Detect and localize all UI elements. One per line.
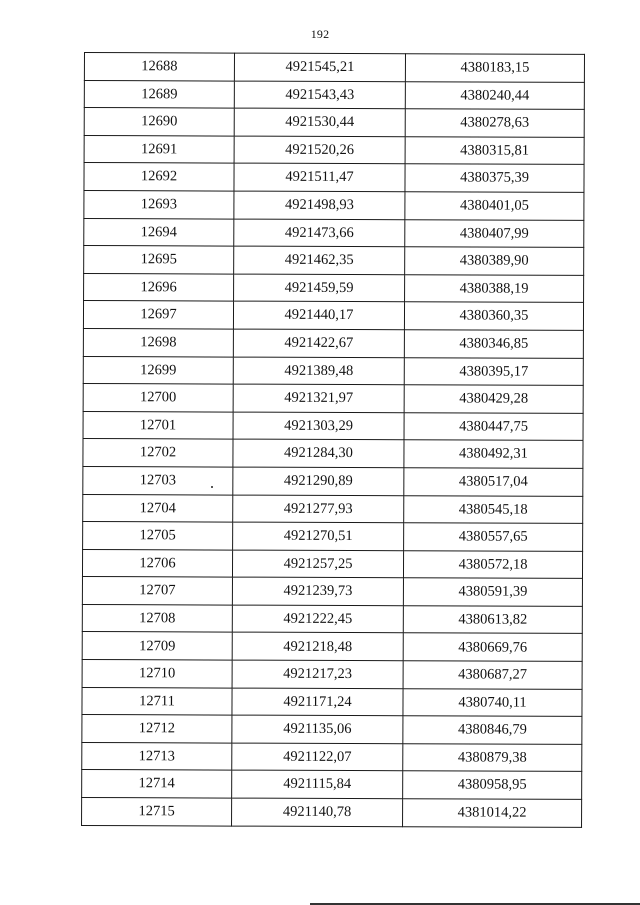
point-number-cell: 12697 xyxy=(83,301,233,329)
table-row xyxy=(83,356,583,386)
x-coordinate-cell: 4921239,73 xyxy=(232,577,403,605)
y-coordinate-cell: 4380846,79 xyxy=(403,716,582,744)
point-number-cell: 12708 xyxy=(82,604,232,632)
x-coordinate-cell: 4921543,43 xyxy=(234,81,405,109)
point-number-cell: 12698 xyxy=(83,328,233,356)
x-coordinate-cell: 4921115,84 xyxy=(232,771,403,799)
point-number-cell: 12699 xyxy=(83,356,233,384)
x-coordinate-cell: 4921217,23 xyxy=(232,660,403,688)
coordinates-table-wrapper xyxy=(81,52,584,828)
point-number-cell: 12700 xyxy=(83,384,233,412)
y-coordinate-cell: 4380740,11 xyxy=(403,688,582,716)
point-number-cell: 12692 xyxy=(84,163,234,191)
coordinates-table xyxy=(81,52,585,828)
y-coordinate-cell: 4380591,39 xyxy=(403,578,582,606)
table-row xyxy=(83,466,583,496)
y-coordinate-cell: 4380240,44 xyxy=(405,81,584,109)
y-coordinate-cell: 4380389,90 xyxy=(405,247,584,275)
y-coordinate-cell: 4380613,82 xyxy=(403,606,582,634)
x-coordinate-cell: 4921511,47 xyxy=(234,163,405,191)
table-row xyxy=(82,798,582,828)
x-coordinate-cell: 4921140,78 xyxy=(232,798,403,826)
point-number-cell: 12715 xyxy=(82,798,232,826)
point-number-cell: 12706 xyxy=(82,549,232,577)
table-row xyxy=(84,108,584,138)
table-row xyxy=(82,632,582,662)
x-coordinate-cell: 4921520,26 xyxy=(234,136,405,164)
y-coordinate-cell: 4380407,99 xyxy=(405,219,584,247)
y-coordinate-cell: 4380572,18 xyxy=(403,550,582,578)
scan-speck xyxy=(211,486,213,488)
table-row xyxy=(83,494,583,524)
y-coordinate-cell: 4380429,28 xyxy=(404,385,583,413)
table-row xyxy=(84,246,584,276)
y-coordinate-cell: 4380447,75 xyxy=(404,412,583,440)
table-row xyxy=(83,384,583,414)
x-coordinate-cell: 4921277,93 xyxy=(233,495,404,523)
table-row xyxy=(84,273,584,303)
y-coordinate-cell: 4380879,38 xyxy=(403,744,582,772)
y-coordinate-cell: 4380395,17 xyxy=(404,357,583,385)
point-number-cell: 12702 xyxy=(83,439,233,467)
table-row xyxy=(84,218,584,248)
y-coordinate-cell: 4380669,76 xyxy=(403,633,582,661)
table-row xyxy=(82,577,582,607)
x-coordinate-cell: 4921270,51 xyxy=(233,522,404,550)
coordinates-table-body xyxy=(82,53,585,828)
point-number-cell: 12711 xyxy=(82,687,232,715)
x-coordinate-cell: 4921135,06 xyxy=(232,715,403,743)
point-number-cell: 12701 xyxy=(83,411,233,439)
y-coordinate-cell: 4380388,19 xyxy=(405,274,584,302)
point-number-cell: 12713 xyxy=(82,742,232,770)
point-number-cell: 12690 xyxy=(84,108,234,136)
x-coordinate-cell: 4921257,25 xyxy=(232,550,403,578)
table-row xyxy=(82,604,582,634)
y-coordinate-cell: 4380492,31 xyxy=(404,440,583,468)
point-number-cell: 12707 xyxy=(82,577,232,605)
x-coordinate-cell: 4921303,29 xyxy=(233,412,404,440)
y-coordinate-cell: 4380958,95 xyxy=(403,771,582,799)
x-coordinate-cell: 4921389,48 xyxy=(233,357,404,385)
x-coordinate-cell: 4921422,67 xyxy=(233,329,404,357)
x-coordinate-cell: 4921218,48 xyxy=(232,633,403,661)
table-row xyxy=(82,742,582,772)
point-number-cell: 12714 xyxy=(82,770,232,798)
table-row xyxy=(84,190,584,220)
x-coordinate-cell: 4921440,17 xyxy=(233,301,404,329)
y-coordinate-cell: 4380545,18 xyxy=(404,495,583,523)
y-coordinate-cell: 4381014,22 xyxy=(403,799,582,827)
table-row xyxy=(84,53,584,83)
y-coordinate-cell: 4380360,35 xyxy=(404,302,583,330)
table-row xyxy=(83,411,583,441)
point-number-cell: 12705 xyxy=(83,522,233,550)
x-coordinate-cell: 4921498,93 xyxy=(234,191,405,219)
point-number-cell: 12691 xyxy=(84,135,234,163)
table-row xyxy=(82,660,582,690)
table-row xyxy=(82,715,582,745)
y-coordinate-cell: 4380278,63 xyxy=(405,109,584,137)
y-coordinate-cell: 4380687,27 xyxy=(403,661,582,689)
y-coordinate-cell: 4380375,39 xyxy=(405,164,584,192)
table-row xyxy=(82,687,582,717)
point-number-cell: 12696 xyxy=(84,273,234,301)
point-number-cell: 12703 xyxy=(83,466,233,494)
y-coordinate-cell: 4380183,15 xyxy=(405,54,584,82)
table-row xyxy=(82,549,582,579)
point-number-cell: 12688 xyxy=(84,53,234,81)
table-row xyxy=(83,328,583,358)
page-number: 192 xyxy=(310,27,330,41)
x-coordinate-cell: 4921545,21 xyxy=(234,53,405,81)
table-row xyxy=(82,770,582,800)
point-number-cell: 12710 xyxy=(82,660,232,688)
table-row xyxy=(83,301,583,331)
x-coordinate-cell: 4921122,07 xyxy=(232,743,403,771)
x-coordinate-cell: 4921459,59 xyxy=(234,274,405,302)
x-coordinate-cell: 4921222,45 xyxy=(232,605,403,633)
x-coordinate-cell: 4921530,44 xyxy=(234,108,405,136)
point-number-cell: 12704 xyxy=(83,494,233,522)
x-coordinate-cell: 4921321,97 xyxy=(233,384,404,412)
x-coordinate-cell: 4921462,35 xyxy=(234,246,405,274)
table-row xyxy=(84,163,584,193)
y-coordinate-cell: 4380557,65 xyxy=(404,523,583,551)
x-coordinate-cell: 4921473,66 xyxy=(234,219,405,247)
table-row xyxy=(83,439,583,469)
x-coordinate-cell: 4921284,30 xyxy=(233,439,404,467)
y-coordinate-cell: 4380346,85 xyxy=(404,330,583,358)
x-coordinate-cell: 4921290,89 xyxy=(233,467,404,495)
point-number-cell: 12709 xyxy=(82,632,232,660)
point-number-cell: 12695 xyxy=(84,246,234,274)
point-number-cell: 12693 xyxy=(84,190,234,218)
table-row xyxy=(84,80,584,110)
point-number-cell: 12712 xyxy=(82,715,232,743)
point-number-cell: 12694 xyxy=(84,218,234,246)
x-coordinate-cell: 4921171,24 xyxy=(232,688,403,716)
table-row xyxy=(84,135,584,165)
y-coordinate-cell: 4380517,04 xyxy=(404,468,583,496)
table-row xyxy=(83,522,583,552)
y-coordinate-cell: 4380315,81 xyxy=(405,137,584,165)
point-number-cell: 12689 xyxy=(84,80,234,108)
y-coordinate-cell: 4380401,05 xyxy=(405,192,584,220)
